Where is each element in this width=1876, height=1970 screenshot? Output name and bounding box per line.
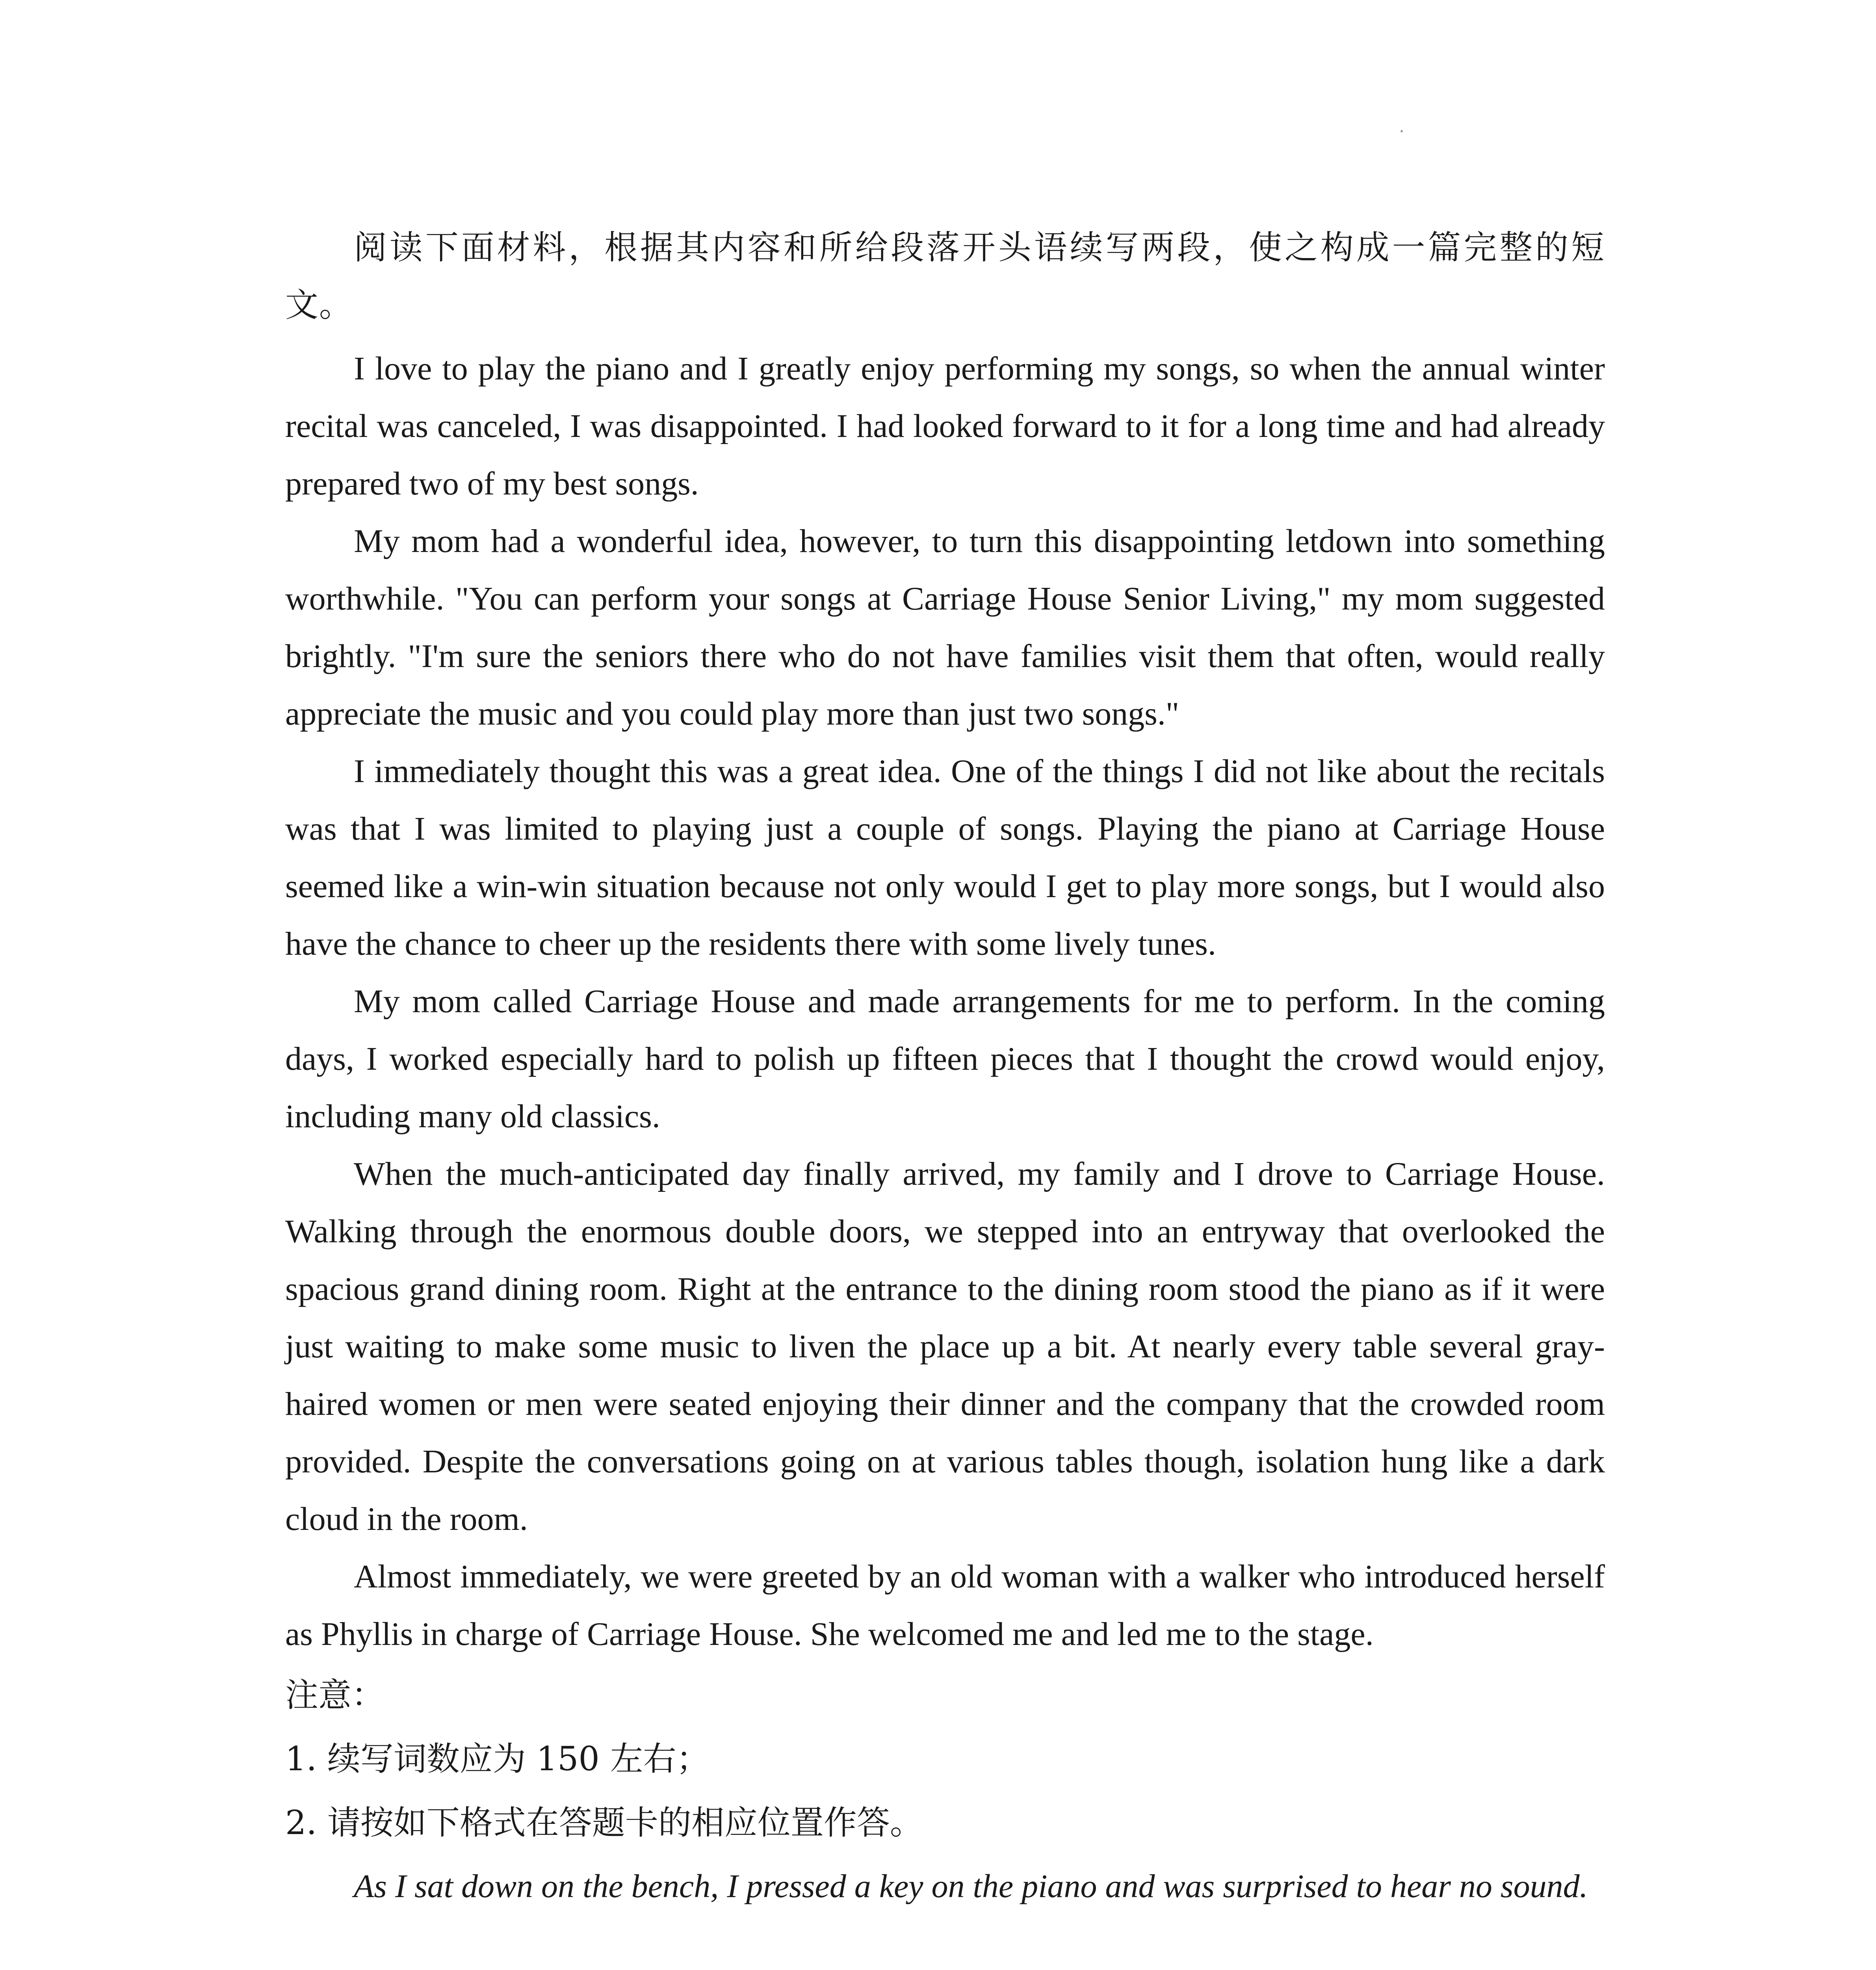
story-paragraph-1: I love to play the piano and I greatly enjoy performing my songs, so when the annual winter recital was canceled, I was disappointed. I had looked forward to it for a long time and had already prepared two of my best songs. — [285, 350, 1605, 502]
notes-title: 注意： — [285, 1676, 385, 1714]
note-item-2: 2. 请按如下格式在答题卡的相应位置作答。 — [285, 1803, 923, 1842]
story-paragraph-4: My mom called Carriage House and made arrangements for me to perform. In the coming days, I worked especially hard to polish up fifteen pieces that I thought the crowd would enjoy, including many old classics. — [285, 983, 1605, 1135]
story-paragraph-2: My mom had a wonderful idea, however, to turn this disappointing letdown into something worthwhile. "You can perform your songs at Carriage House Senior Living," my mom suggested brightly. "I'm sure the seniors there who do not have families visit them that often, would really appreciate the music and you could play more than just two songs." — [285, 523, 1605, 732]
paragraph-starter-1: As I sat down on the bench, I pressed a key on the piano and was surprised to hear no sound. — [354, 1868, 1588, 1905]
answer-line — [285, 1915, 1605, 1970]
note-item-1: 1. 续写词数应为 150 左右； — [285, 1740, 710, 1778]
task-instruction: 阅读下面材料，根据其内容和所给段落开头语续写两段，使之构成一篇完整的短文。 — [285, 228, 1605, 324]
story-paragraph-5: When the much-anticipated day finally arrived, my family and I drove to Carriage House. Walking through the enormous double doors, we stepped into an entryway that overlooked the spacious grand dining room. Right at the entrance to the dining room stood the piano as if it were just waiting to make some music to liven the place up a bit. At nearly every table several gray-haired women or men were seated enjoying their dinner and the company that the crowded room provided. Despite the conversations going on at various tables though, isolation hung like a dark cloud in the room. — [285, 1156, 1605, 1537]
page-marker-dot — [1400, 130, 1403, 132]
story-paragraph-3: I immediately thought this was a great idea. One of the things I did not like about the recitals was that I was limited to playing just a couple of songs. Playing the piano at Carriage House seemed like a win-win situation because not only would I get to play more songs, but I would also have the chance to cheer up the residents there with some lively tunes. — [285, 753, 1605, 962]
story-paragraph-6: Almost immediately, we were greeted by an old woman with a walker who introduced herself as Phyllis in charge of Carriage House. She welcomed me and led me to the stage. — [285, 1558, 1605, 1652]
document-content — [285, 219, 1605, 1970]
